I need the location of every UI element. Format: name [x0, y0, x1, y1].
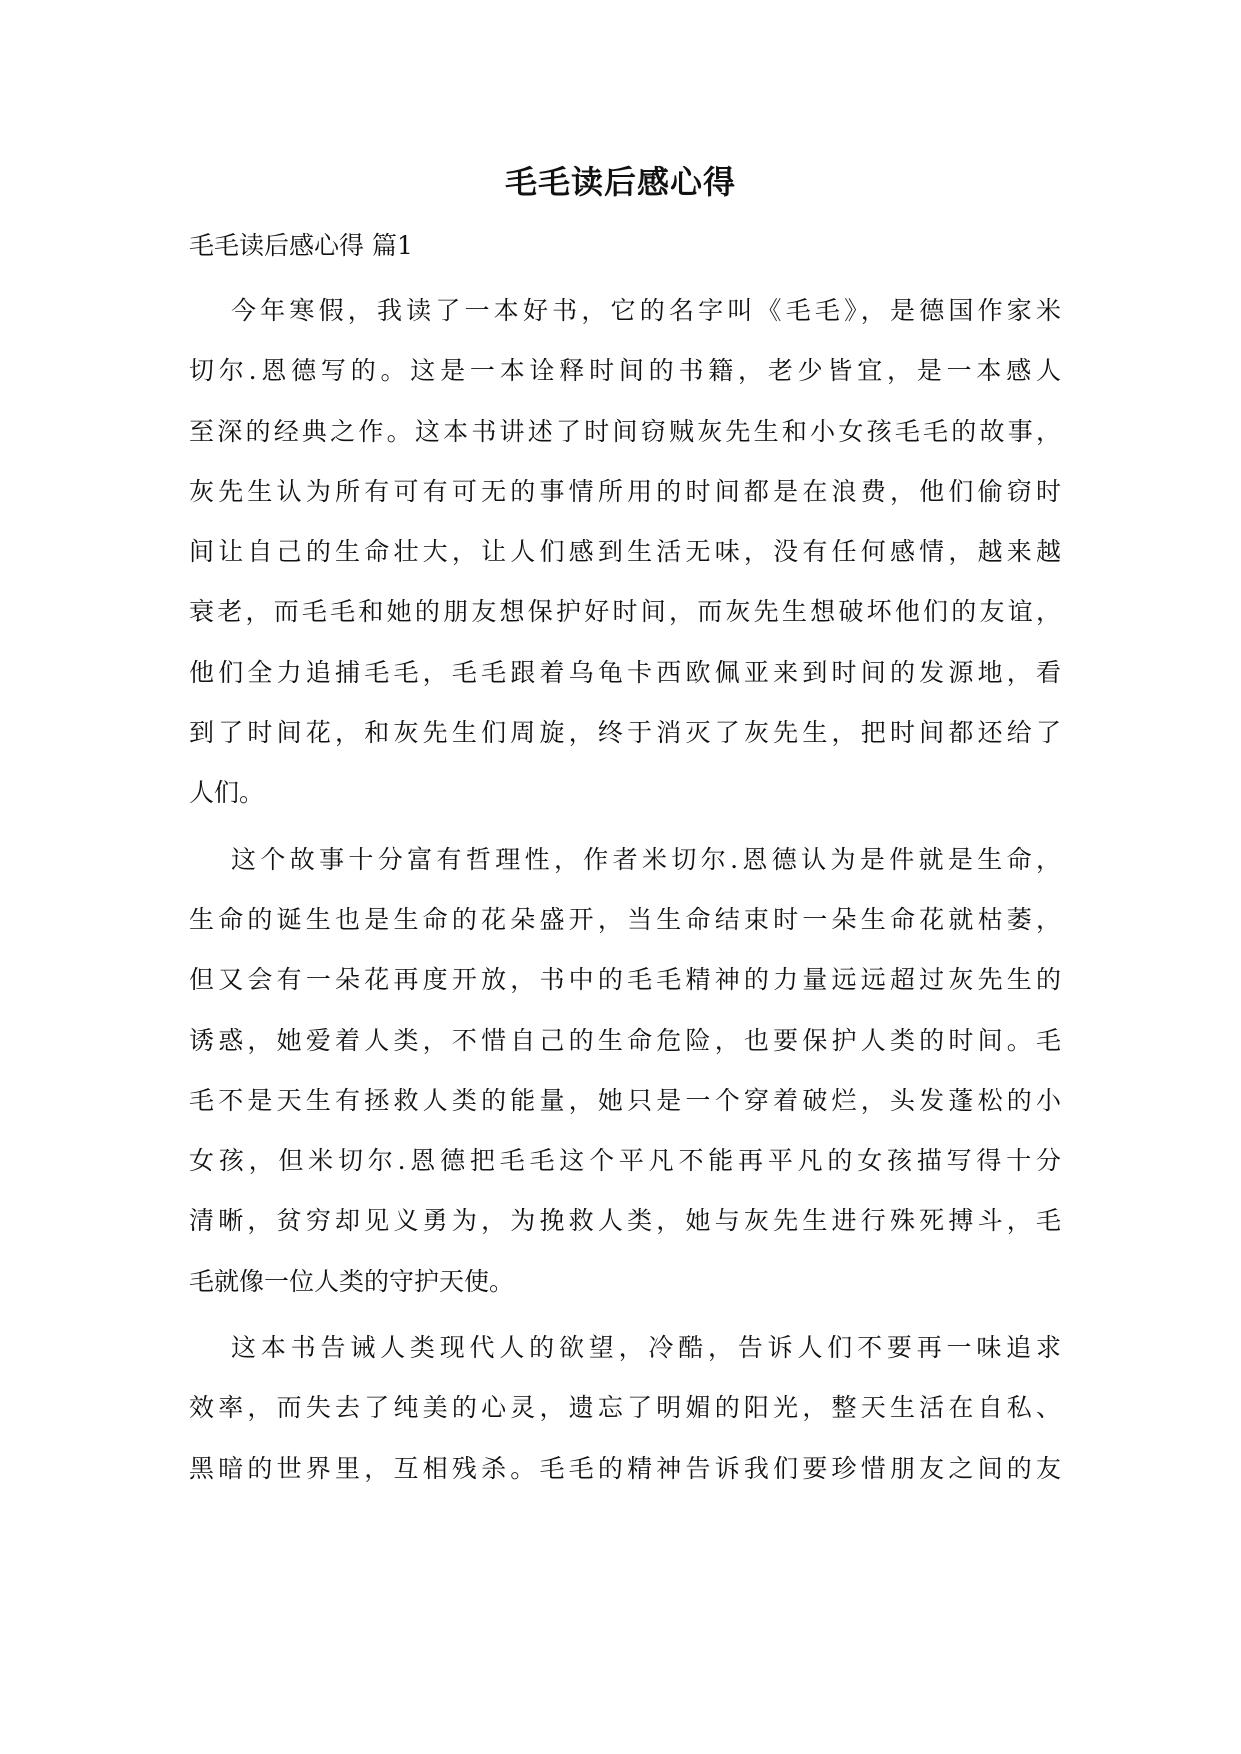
text-line: 生命的诞生也是生命的花朵盛开，当生命结束时一朵生命花就枯萎， [189, 904, 1061, 934]
text-line: 女孩，但米切尔.恩德把毛毛这个平凡不能再平凡的女孩描写得十分 [189, 1146, 1061, 1176]
text-line: 他们全力追捕毛毛，毛毛跟着乌龟卡西欧佩亚来到时间的发源地，看 [189, 657, 1061, 687]
text-line: 这本书告诫人类现代人的欲望，冷酷，告诉人们不要再一味追求 [231, 1333, 1061, 1363]
text-line: 今年寒假，我读了一本好书，它的名字叫《毛毛》，是德国作家米 [231, 296, 1061, 325]
text-line: 效率，而失去了纯美的心灵，遗忘了明媚的阳光，整天生活在自私、 [189, 1393, 1061, 1423]
document-body [189, 293, 1061, 1517]
text-line: 黑暗的世界里，互相残杀。毛毛的精神告诉我们要珍惜朋友之间的友 [189, 1453, 1061, 1483]
text-line: 清晰，贫穷却见义勇为，为挽救人类，她与灰先生进行殊死搏斗，毛 [189, 1206, 1061, 1236]
text-line: 衰老，而毛毛和她的朋友想保护好时间，而灰先生想破坏他们的友谊， [189, 597, 1061, 627]
text-line: 间让自己的生命壮大，让人们感到生活无味，没有任何感情，越来越 [189, 537, 1061, 567]
paragraph-1 [189, 293, 1061, 836]
paragraph-2 [189, 842, 1061, 1324]
text-line: 人们。 [189, 778, 265, 808]
text-line: 到了时间花，和灰先生们周旋，终于消灭了灰先生，把时间都还给了 [189, 718, 1061, 748]
text-line: 但又会有一朵花再度开放，书中的毛毛精神的力量远远超过灰先生的 [189, 965, 1061, 995]
text-line: 切尔.恩德写的。这是一本诠释时间的书籍，老少皆宜，是一本感人 [189, 356, 1061, 386]
paragraph-3 [189, 1330, 1061, 1511]
text-line: 至深的经典之作。这本书讲述了时间窃贼灰先生和小女孩毛毛的故事， [189, 416, 1061, 446]
text-line: 毛不是天生有拯救人类的能量，她只是一个穿着破烂，头发蓬松的小 [189, 1085, 1061, 1115]
text-line: 诱惑，她爱着人类，不惜自己的生命危险，也要保护人类的时间。毛 [189, 1025, 1061, 1055]
text-line: 这个故事十分富有哲理性，作者米切尔.恩德认为是件就是生命， [231, 844, 1061, 874]
text-line: 灰先生认为所有可有可无的事情所用的时间都是在浪费，他们偷窃时 [189, 476, 1061, 506]
section-heading: 毛毛读后感心得 篇1 [189, 231, 413, 260]
document-title: 毛毛读后感心得 [504, 163, 736, 201]
text-line: 毛就像一位人类的守护天使。 [189, 1266, 515, 1296]
